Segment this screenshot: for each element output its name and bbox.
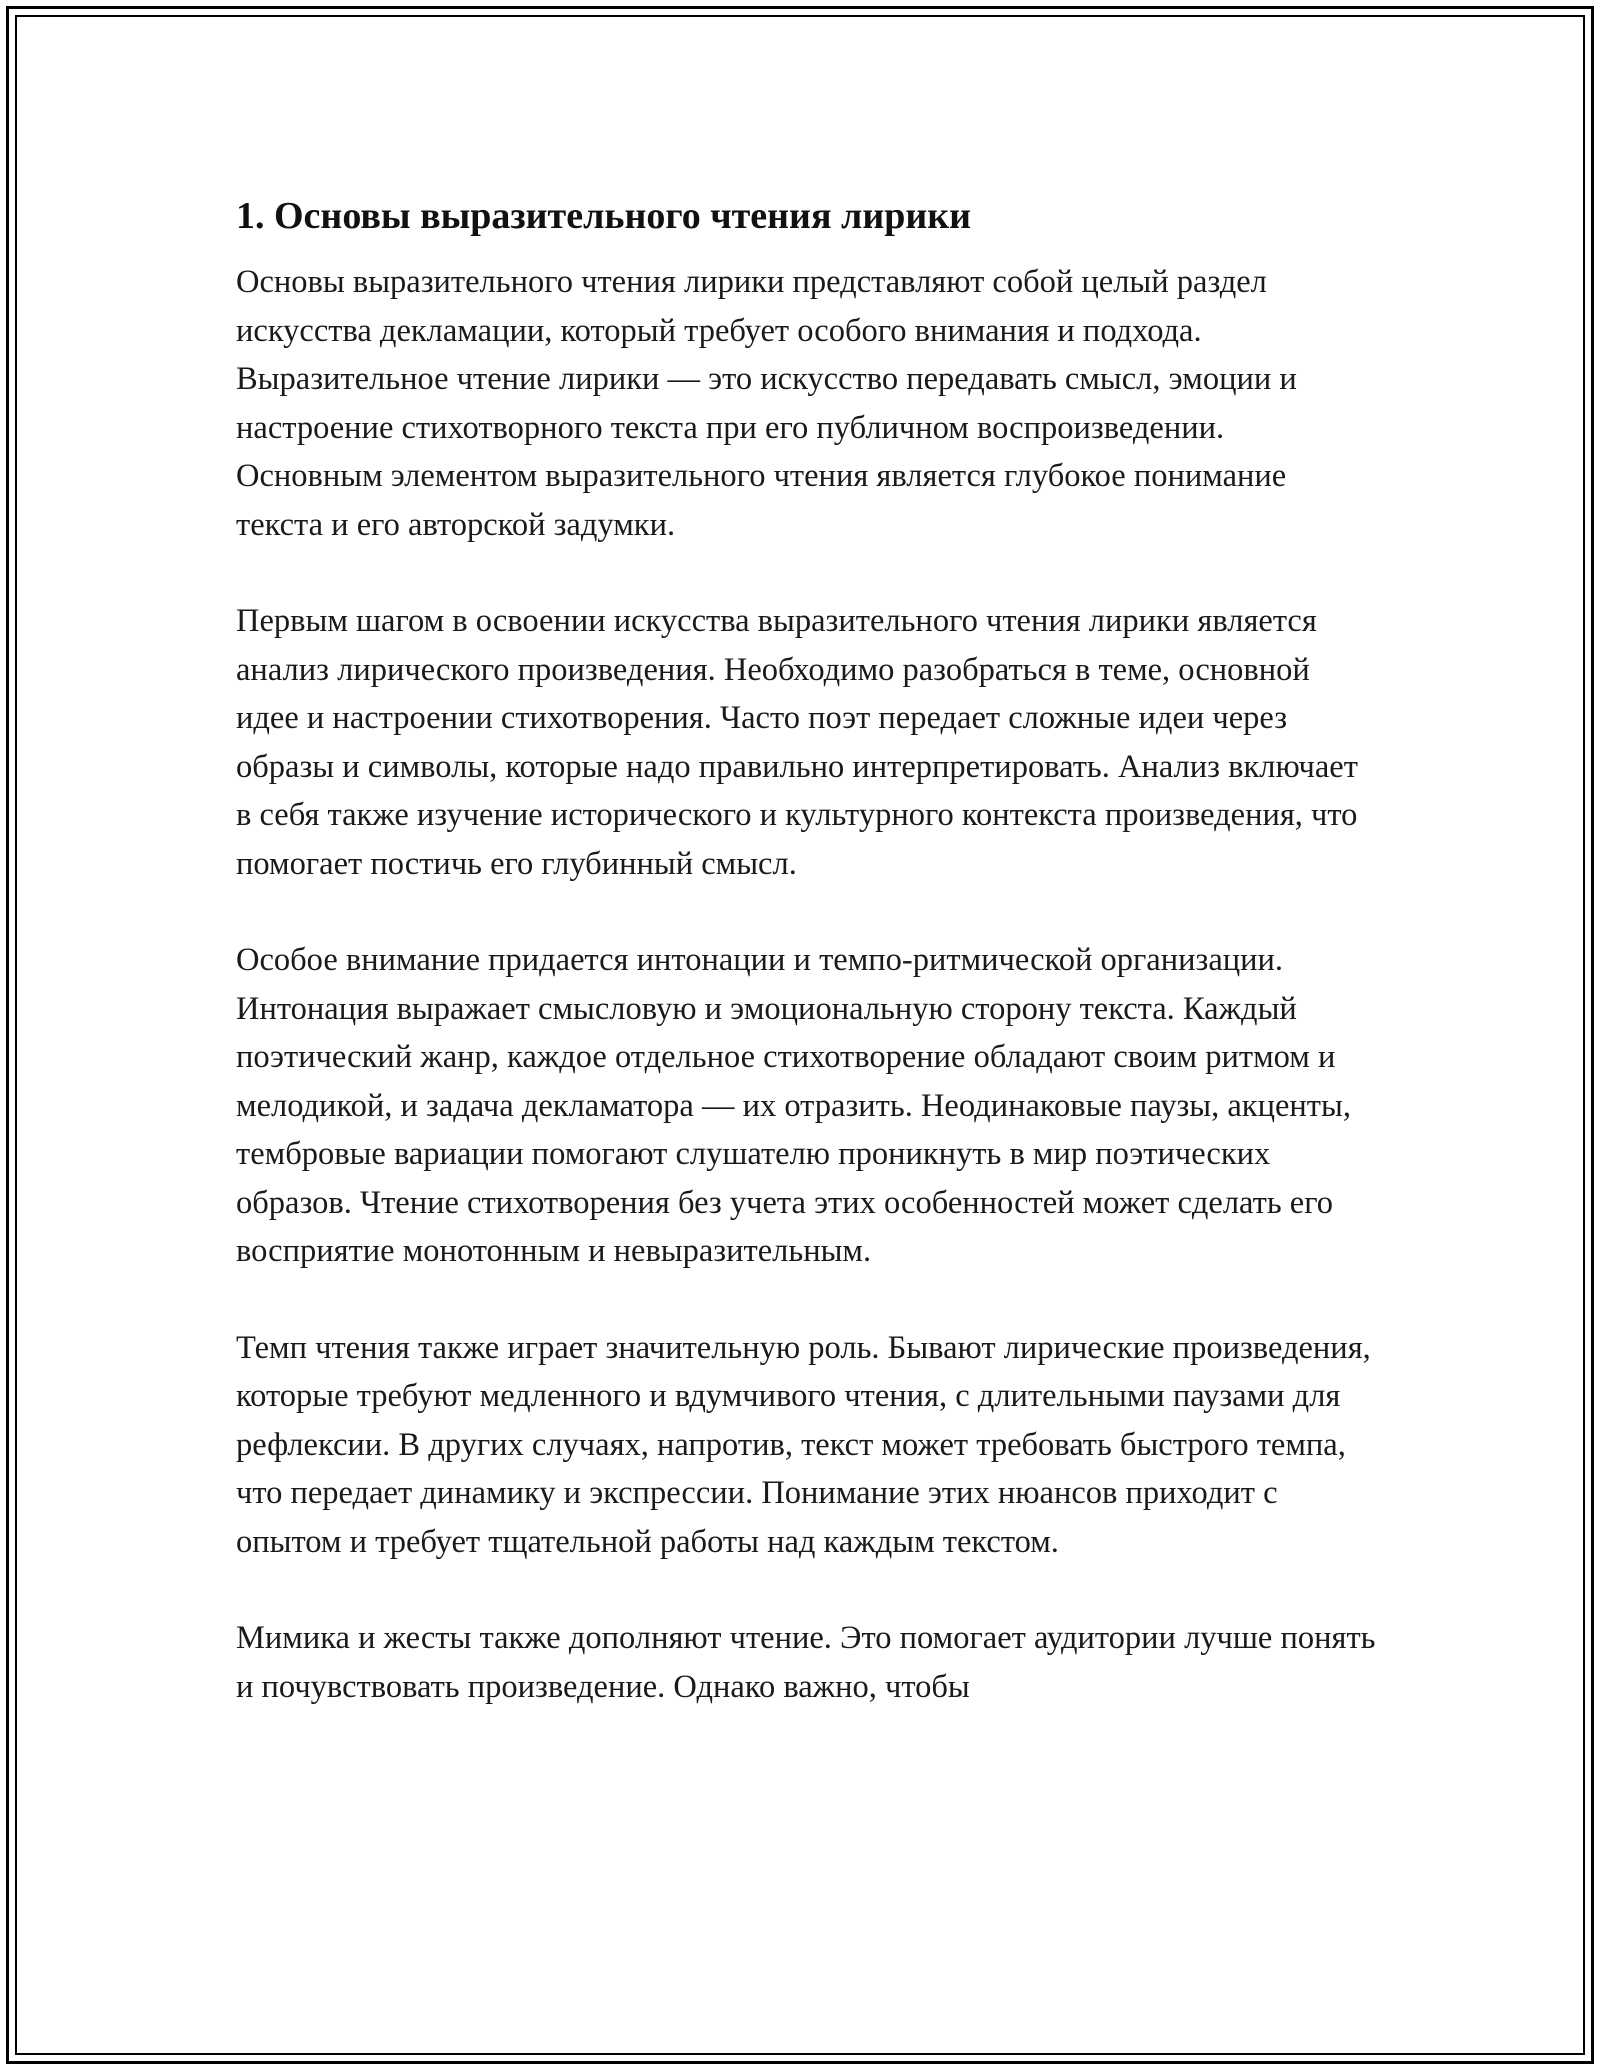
section-heading: 1. Основы выразительного чтения лирики <box>236 195 972 237</box>
document-body <box>236 188 1376 1759</box>
paragraph-3: Особое внимание придается интонации и темпо-ритмической организации. Интонация выражает смысловую и эмоциональную сторону текста. Каждый поэтический жанр, каждое отдельное стихотворение обладают своим ритмом и мелодикой, и задача декламатора — их отразить. Неодинаковые паузы, акценты, тембровые вариации помогают слушателю проникнуть в мир поэтических образов. Чтение стихотворения без учета этих особенностей может сделать его восприятие монотонным и невыразительным. <box>236 942 1351 1269</box>
paragraph-4: Темп чтения также играет значительную роль. Бывают лирические произведения, которые требуют медленного и вдумчивого чтения, с длительными паузами для рефлексии. В других случаях, напротив, текст может требовать быстрого темпа, что передает динамику и экспрессии. Понимание этих нюансов приходит с опытом и требует тщательной работы над каждым текстом. <box>236 1329 1371 1560</box>
paragraph-2: Первым шагом в освоении искусства выразительного чтения лирики является анализ лирического произведения. Необходимо разобраться в теме, основной идее и настроении стихотворения. Часто поэт передает сложные идеи через образы и символы, которые надо правильно интерпретировать. Анализ включает в себя также изучение исторического и культурного контекста произведения, что помогает постичь его глубинный смысл. <box>236 603 1358 882</box>
paragraph-1: Основы выразительного чтения лирики представляют собой целый раздел искусства декламации, который требует особого внимания и подхода. Выразительное чтение лирики — это искусство передавать смысл, эмоции и настроение стихотворного текста при его публичном воспроизведении. Основным элементом выразительного чтения является глубокое понимание текста и его авторской задумки. <box>236 264 1297 543</box>
paragraph-5: Мимика и жесты также дополняют чтение. Это помогает аудитории лучше понять и почувствовать произведение. Однако важно, чтобы <box>236 1620 1376 1705</box>
